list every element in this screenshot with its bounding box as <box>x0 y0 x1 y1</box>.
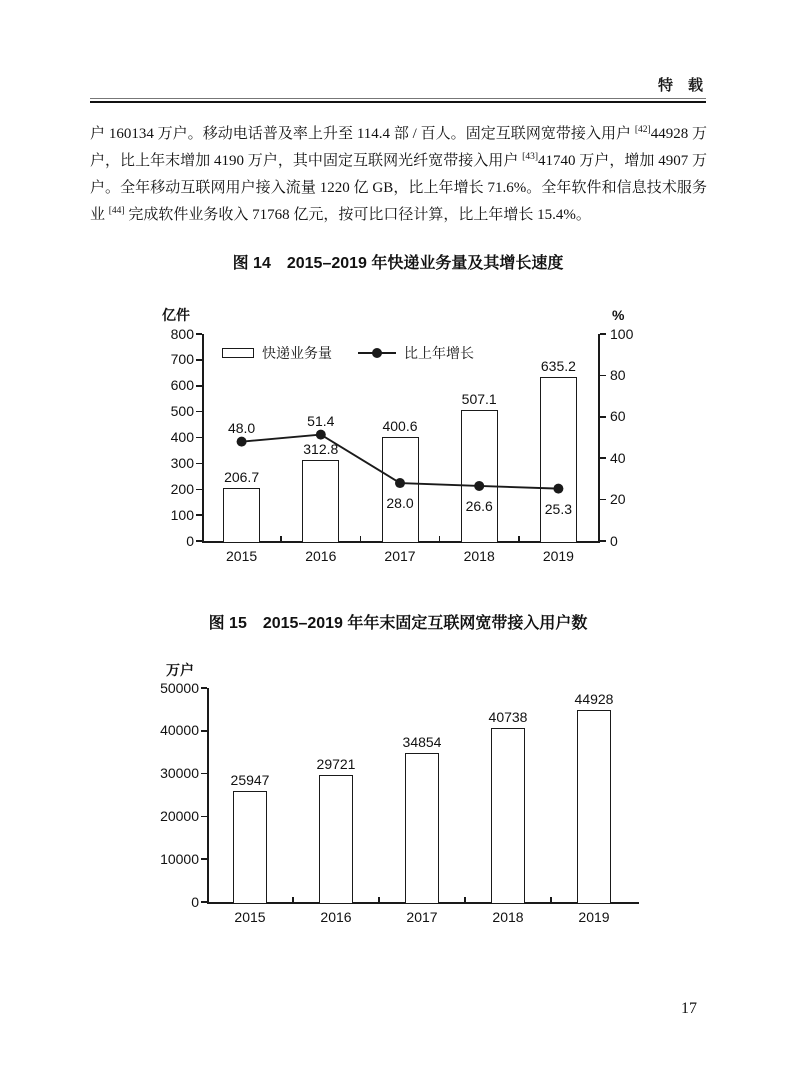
y-axis-tick <box>201 687 207 689</box>
y-axis-left <box>207 688 209 902</box>
figure14-title: 图 14 2015–2019 年快递业务量及其增长速度 <box>232 255 564 272</box>
y-axis-tick-label: 200 <box>170 480 194 497</box>
y-axis-right-tick-label: 80 <box>610 366 626 383</box>
y-axis-right-tick <box>600 375 606 377</box>
y-axis-tick-label: 300 <box>170 454 194 471</box>
x-axis-category-label: 2015 <box>226 548 258 564</box>
y-axis-tick <box>201 901 207 903</box>
paragraph-text: 41740 万户，增加 4907 万户。全年移动互联网用户接入流量 1220 亿 GB，比上年增长 71.6%。全年软件和信息技术服务业 <box>90 153 707 223</box>
y-axis-tick-label: 0 <box>191 893 199 910</box>
x-axis-tick <box>292 897 294 902</box>
y-axis-unit-label: 万户 <box>166 662 194 678</box>
page-number: 17 <box>681 1000 697 1017</box>
line-value-label: 26.6 <box>465 497 493 514</box>
y-axis-tick <box>201 773 207 775</box>
y-axis-right <box>598 334 600 541</box>
header-rule <box>90 98 706 103</box>
y-axis-tick-label: 600 <box>170 377 194 394</box>
y-axis-right-tick <box>600 416 606 418</box>
line-value-label: 25.3 <box>544 500 573 517</box>
y-axis-tick <box>201 730 207 732</box>
y-axis-right-tick-label: 60 <box>610 408 626 425</box>
bar-value-label: 25947 <box>230 771 270 788</box>
header-rule-thin-line <box>90 98 706 99</box>
bar-2016 <box>319 775 353 904</box>
line-value-label: 28.0 <box>386 495 414 512</box>
x-axis-category-label: 2016 <box>305 548 337 564</box>
y-axis-unit-label: 亿件 <box>162 307 190 323</box>
paragraph-text: 44928 万户，比上年末增加 4190 万户，其中固定互联网光纤宽带接入用户 <box>90 126 707 169</box>
chart-legend <box>222 343 474 363</box>
figure15-chart <box>150 652 670 947</box>
legend-line-swatch-icon <box>358 348 396 359</box>
y-axis-tick-label: 700 <box>170 351 194 368</box>
legend-item <box>358 343 474 363</box>
y-axis-right-tick-label: 100 <box>610 325 634 342</box>
bar-value-label: 507.1 <box>461 390 497 407</box>
y-axis-right-tick <box>600 333 606 335</box>
y-axis-tick-label: 0 <box>186 532 194 549</box>
y-axis-tick-label: 800 <box>170 325 194 342</box>
legend-bar-swatch-icon <box>222 348 254 358</box>
running-header: 特 载 <box>657 77 703 94</box>
data-point-marker <box>316 430 326 440</box>
bar-value-label: 34854 <box>402 733 442 750</box>
bar-value-label: 40738 <box>488 708 528 725</box>
y-axis-right-tick-label: 20 <box>610 491 626 508</box>
x-axis-category-label: 2019 <box>578 909 610 925</box>
x-axis-category-label: 2015 <box>234 909 266 925</box>
y-axis-tick <box>201 858 207 860</box>
x-axis-tick <box>464 897 466 902</box>
line-value-label: 48.0 <box>227 419 256 436</box>
paragraph-text: 完成软件业务收入 71768 亿元，按可比口径计算，比上年增长 15.4%。 <box>124 207 591 223</box>
bar-2015 <box>233 791 267 904</box>
y-axis-tick-label: 500 <box>170 403 194 420</box>
y-axis-right-tick <box>600 457 606 459</box>
figure14-chart <box>150 300 670 590</box>
paragraph-text: 户 160134 万户。移动电话普及率上升至 114.4 部 / 百人。固定互联网宽带接入用户 <box>90 126 635 142</box>
data-point-marker <box>237 437 247 447</box>
footnote-ref-44: [44] <box>108 206 125 216</box>
data-point-marker <box>553 484 563 494</box>
legend-line-marker-icon <box>372 348 382 358</box>
data-point-marker <box>395 478 405 488</box>
y-axis-right-unit-label: % <box>612 307 625 323</box>
x-axis-tick <box>550 897 552 902</box>
bar-value-label: 400.6 <box>382 418 418 435</box>
x-axis-category-label: 2018 <box>463 548 495 564</box>
x-axis-category-label: 2016 <box>320 909 352 925</box>
bar-value-label: 44928 <box>574 690 614 707</box>
legend-item <box>222 343 332 363</box>
y-axis-right-tick <box>600 499 606 501</box>
footnote-ref-43: [43] <box>522 152 538 162</box>
x-axis-category-label: 2019 <box>542 548 574 564</box>
x-axis-category-label: 2017 <box>384 548 416 564</box>
x-axis-category-label: 2018 <box>492 909 524 925</box>
header-rule-thick-line <box>90 101 706 104</box>
y-axis-tick-label: 400 <box>170 429 194 445</box>
y-axis-tick-label: 100 <box>170 506 194 523</box>
bar-value-label: 312.8 <box>303 441 339 458</box>
y-axis-tick-label: 40000 <box>160 722 199 739</box>
data-point-marker <box>474 481 484 491</box>
body-paragraph <box>90 121 707 229</box>
y-axis-tick-label: 30000 <box>160 765 199 782</box>
bar-2019 <box>577 710 611 904</box>
bar-2018 <box>491 728 525 904</box>
x-axis-category-label: 2017 <box>406 909 438 925</box>
bar-value-label: 206.7 <box>224 468 260 485</box>
legend-label: 比上年增长 <box>404 345 474 361</box>
y-axis-tick <box>201 816 207 818</box>
x-axis-tick <box>378 897 380 902</box>
footnote-ref-42: [42] <box>634 125 651 135</box>
legend-label: 快递业务量 <box>262 345 332 361</box>
bar-value-label: 635.2 <box>540 357 576 374</box>
y-axis-right-tick <box>600 540 606 542</box>
bar-2017 <box>405 753 439 904</box>
figure15-title: 图 15 2015–2019 年年末固定互联网宽带接入用户数 <box>208 615 588 632</box>
line-value-label: 51.4 <box>307 412 335 429</box>
bar-value-label: 29721 <box>316 755 356 772</box>
y-axis-right-tick-label: 40 <box>610 449 626 466</box>
y-axis-tick-label: 10000 <box>160 850 199 867</box>
y-axis-tick-label: 50000 <box>160 679 199 696</box>
y-axis-tick-label: 20000 <box>160 807 199 824</box>
y-axis-right-tick-label: 0 <box>610 532 618 549</box>
